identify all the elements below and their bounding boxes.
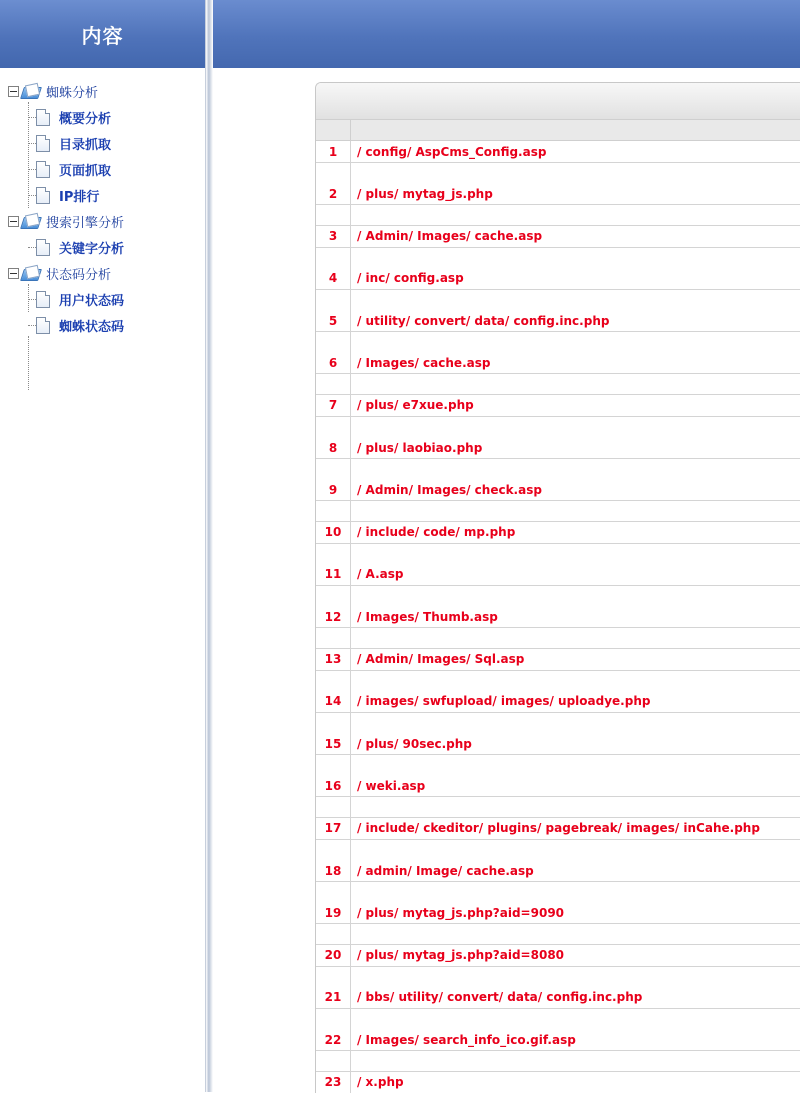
table-row-group (316, 564, 800, 606)
table-row-group (316, 226, 800, 268)
tree-folder-label: 状态码分析 (46, 267, 112, 283)
folder-open-icon (22, 84, 40, 98)
document-icon (36, 161, 50, 178)
table-row[interactable] (316, 818, 800, 840)
row-number: 7 (316, 395, 351, 416)
table-row-group (316, 818, 800, 860)
table-spacer-row (316, 374, 800, 395)
row-path[interactable]: / plus/ 90sec.php (357, 736, 472, 751)
table-spacer-row (316, 924, 800, 945)
row-path[interactable]: / plus/ e7xue.php (357, 398, 474, 413)
document-icon (36, 291, 50, 308)
table-row-group (316, 775, 800, 817)
table-row[interactable] (316, 733, 800, 755)
tree-folder-status-code-analysis[interactable] (0, 260, 205, 286)
table-spacer-row (316, 797, 800, 818)
table-row-group (316, 691, 800, 733)
table-spacer-row (316, 967, 800, 988)
row-path[interactable]: / include/ ckeditor/ plugins/ pagebreak/ images/ inCahe.php (357, 821, 760, 836)
row-path[interactable]: / bbs/ utility/ convert/ data/ config.inc.php (357, 990, 643, 1005)
table-row-group (316, 479, 800, 521)
table-spacer-row (316, 713, 800, 734)
table-spacer-row (316, 290, 800, 311)
row-number: 11 (316, 564, 351, 585)
results-table (315, 82, 800, 1093)
document-icon (36, 135, 50, 152)
document-icon (36, 239, 50, 256)
table-row[interactable] (316, 479, 800, 501)
row-path[interactable]: / images/ swfupload/ images/ uploadye.php (357, 694, 651, 709)
sidebar (0, 0, 206, 1092)
table-row-group (316, 310, 800, 352)
table-spacer-row (316, 1009, 800, 1030)
tree-item-label: 蜘蛛状态码 (59, 319, 125, 335)
table-row[interactable] (316, 352, 800, 374)
table-row[interactable] (316, 691, 800, 713)
folder-open-icon (22, 266, 40, 280)
table-row[interactable] (316, 268, 800, 290)
table-spacer-row (316, 755, 800, 776)
table-spacer-row (316, 840, 800, 861)
table-body (316, 141, 800, 1093)
document-icon (36, 317, 50, 334)
row-path[interactable]: / Images/ search_info_ico.gif.asp (357, 1032, 576, 1047)
table-row-group (316, 902, 800, 944)
table-row-group (316, 987, 800, 1029)
row-number: 15 (316, 733, 351, 754)
collapse-icon[interactable] (8, 268, 19, 279)
row-number: 22 (316, 1029, 351, 1050)
table-row[interactable] (316, 226, 800, 248)
row-number: 10 (316, 522, 351, 543)
row-path[interactable]: / inc/ config.asp (357, 271, 464, 286)
table-spacer-row (316, 417, 800, 438)
row-number: 8 (316, 437, 351, 458)
table-row[interactable] (316, 649, 800, 671)
row-path[interactable]: / admin/ Image/ cache.asp (357, 863, 534, 878)
table-row[interactable] (316, 310, 800, 332)
table-row-group (316, 860, 800, 902)
tree-folder-label: 蜘蛛分析 (46, 85, 99, 101)
table-row[interactable] (316, 183, 800, 205)
row-path[interactable]: / Images/ Thumb.asp (357, 609, 498, 624)
table-row-group (316, 352, 800, 394)
header-cell-path (351, 120, 800, 140)
tree-item-directory-crawl[interactable] (0, 130, 205, 156)
table-row-group (316, 733, 800, 775)
sidebar-title: 内容 (0, 0, 205, 68)
table-spacer-row (316, 501, 800, 522)
document-icon (36, 109, 50, 126)
tree-item-page-crawl[interactable] (0, 156, 205, 182)
table-row-group (316, 141, 800, 183)
row-path[interactable]: / Admin/ Images/ cache.asp (357, 229, 543, 244)
row-number: 2 (316, 183, 351, 204)
table-row[interactable] (316, 902, 800, 924)
tree-folder-search-engine-analysis[interactable] (0, 208, 205, 234)
row-number: 14 (316, 691, 351, 712)
table-spacer-row (316, 586, 800, 607)
row-path[interactable]: / include/ code/ mp.php (357, 525, 516, 540)
tree-folder-spider-analysis[interactable] (0, 78, 205, 104)
table-row-group (316, 395, 800, 437)
table-header-row (316, 120, 800, 141)
row-number: 12 (316, 606, 351, 627)
table-spacer-row (316, 459, 800, 480)
table-row-group (316, 437, 800, 479)
row-number: 4 (316, 268, 351, 289)
tree-item-label: 用户状态码 (59, 293, 125, 309)
row-number: 19 (316, 902, 351, 923)
table-row-group (316, 945, 800, 987)
table-row[interactable] (316, 1072, 800, 1093)
row-path[interactable]: / Admin/ Images/ check.asp (357, 482, 542, 497)
row-number: 21 (316, 987, 351, 1008)
tree-connector (28, 336, 29, 390)
table-row[interactable] (316, 945, 800, 967)
document-icon (36, 187, 50, 204)
row-path[interactable]: / Images/ cache.asp (357, 355, 491, 370)
tree-item-label: 关键字分析 (59, 241, 125, 257)
row-number: 6 (316, 352, 351, 373)
row-path[interactable]: / A.asp (357, 567, 404, 582)
table-caption-bar (316, 83, 800, 120)
table-row[interactable] (316, 141, 800, 163)
table-row-group (316, 649, 800, 691)
row-number: 13 (316, 649, 351, 670)
row-number: 1 (316, 141, 351, 162)
row-number: 17 (316, 818, 351, 839)
tree-connector (28, 284, 29, 312)
table-row[interactable] (316, 437, 800, 459)
table-spacer-row (316, 205, 800, 226)
row-number: 16 (316, 775, 351, 796)
row-path[interactable]: / plus/ laobiao.php (357, 440, 483, 455)
row-number: 9 (316, 479, 351, 500)
table-row-group (316, 606, 800, 648)
tree-item-user-status-code[interactable] (0, 286, 205, 312)
row-path[interactable]: / plus/ mytag_js.php?aid=8080 (357, 948, 565, 963)
table-row[interactable] (316, 395, 800, 417)
row-number: 3 (316, 226, 351, 247)
table-row-group (316, 183, 800, 225)
row-number: 23 (316, 1072, 351, 1093)
table-spacer-row (316, 332, 800, 353)
table-spacer-row (316, 544, 800, 565)
table-spacer-row (316, 628, 800, 649)
tree-folder-label: 搜索引擎分析 (46, 215, 125, 231)
row-path[interactable]: / plus/ mytag_js.php (357, 186, 493, 201)
main-header-bar (213, 0, 800, 68)
tree-item-label: 目录抓取 (59, 137, 112, 153)
tree-item-keyword-analysis[interactable] (0, 234, 205, 260)
tree-item-label: IP排行 (59, 189, 100, 205)
table-row[interactable] (316, 775, 800, 797)
tree-connector (28, 102, 29, 208)
table-row-group (316, 522, 800, 564)
table-row-group (316, 1072, 800, 1093)
table-spacer-row (316, 163, 800, 184)
tree-item-label: 概要分析 (59, 111, 112, 127)
row-path[interactable]: / plus/ mytag_js.php?aid=9090 (357, 905, 565, 920)
nav-tree (0, 68, 205, 338)
table-row[interactable] (316, 564, 800, 586)
row-path[interactable]: / weki.asp (357, 778, 426, 793)
table-row[interactable] (316, 860, 800, 882)
collapse-icon[interactable] (8, 216, 19, 227)
row-number: 18 (316, 860, 351, 881)
header-cell-number (316, 120, 351, 140)
table-row-group (316, 268, 800, 310)
tree-item-label: 页面抓取 (59, 163, 112, 179)
row-path[interactable]: / utility/ convert/ data/ config.inc.php (357, 313, 610, 328)
table-row[interactable] (316, 1029, 800, 1051)
table-row[interactable] (316, 522, 800, 544)
table-row[interactable] (316, 987, 800, 1009)
row-path[interactable]: / x.php (357, 1075, 404, 1090)
row-number: 20 (316, 945, 351, 966)
tree-item-spider-status-code[interactable] (0, 312, 205, 338)
tree-item-overview[interactable] (0, 104, 205, 130)
tree-item-ip-ranking[interactable] (0, 182, 205, 208)
row-path[interactable]: / config/ AspCms_Config.asp (357, 144, 547, 159)
table-spacer-row (316, 882, 800, 903)
table-spacer-row (316, 671, 800, 692)
row-path[interactable]: / Admin/ Images/ Sql.asp (357, 652, 525, 667)
panel-splitter[interactable] (206, 0, 213, 1092)
table-spacer-row (316, 248, 800, 269)
row-number: 5 (316, 310, 351, 331)
table-spacer-row (316, 1051, 800, 1072)
collapse-icon[interactable] (8, 86, 19, 97)
table-row-group (316, 1029, 800, 1071)
table-row[interactable] (316, 606, 800, 628)
folder-open-icon (22, 214, 40, 228)
